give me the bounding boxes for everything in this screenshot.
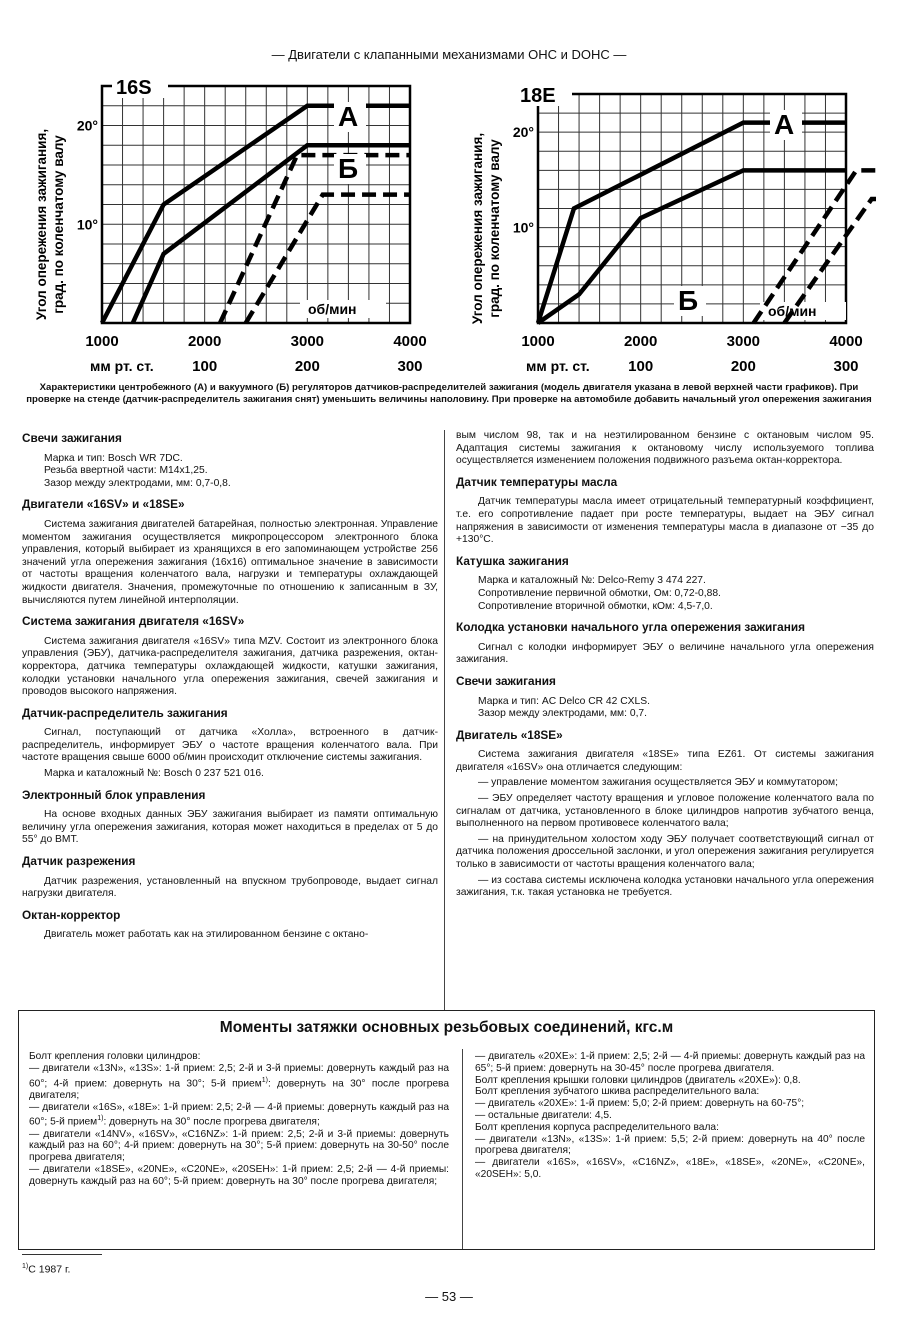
rpm-label: об/мин: [768, 303, 817, 319]
paragraph: Система зажигания двигателя «16SV» типа MZV. Состоит из электронного блока управления (ЭБУ), датчика-распределителя зажигания, датчика разрежения, октан-корректора, датчика температуры охлаждающей жидкости, катушки зажигания, колодки установки начального угла опережения зажигания, свечей зажигания и проводов высокого напряжения.: [22, 635, 438, 698]
heading-oil-temp-sensor: Датчик температуры масла: [456, 474, 618, 489]
footnote: $^{1)}$С 1987 г.: [22, 1263, 71, 1276]
heading-spark-plugs-2: Свечи зажигания: [456, 673, 556, 688]
y-tick-label: 20°: [76, 117, 98, 134]
rpm-label: об/мин: [308, 301, 357, 317]
torque-line: Болт крепления зубчатого шкива распределительного вала:: [475, 1086, 760, 1098]
y-tick-label: 10°: [512, 219, 534, 236]
torque-line: — двигатели «16S», «16SV», «C16NZ», «18E», «18SE», «20NE», «C20NE», «20SEH»: 5,0.: [475, 1157, 865, 1180]
torque-title: Моменты затяжки основных резьбовых соединений, кгс.м: [219, 1019, 674, 1036]
spec-line: Резьба ввертной части: M14x1,25.: [44, 465, 208, 477]
heading-ignition-coil: Катушка зажигания: [456, 553, 569, 568]
torque-line: — двигатели «13N», «13S»: 1-й прием: 2,5; 2-й и 3-й приемы: довернуть каждый раз на 60°; 4-й прием: довернуть на 30°; 5-й прием$^{1)}$: довернуть на 30° после прогрева двигателя;: [29, 1062, 449, 1101]
spec-line: Сопротивление вторичной обмотки, кОм: 4,5-7,0.: [478, 600, 713, 612]
series-line: [133, 145, 410, 323]
heading-vacuum-sensor: Датчик разрежения: [22, 854, 136, 869]
paragraph: Сигнал с колодки информирует ЭБУ о величине начального угла опережения зажигания.: [456, 641, 874, 666]
x-tick-pressure: 300: [397, 358, 423, 375]
pressure-label: мм рт. ст.: [90, 358, 154, 374]
series-letter: А: [338, 101, 359, 132]
paragraph: вым числом 98, так и на неэтилированном бензине с октановым числом 95. Адаптация системы зажигания к октановому числу используемого топлива осуществляется изменением положения подвижного разъема октан-корректора.: [456, 430, 874, 467]
dash-item: — на принудительном холостом ходу ЭБУ получает соответствующий сигнал от датчика положения дроссельной заслонки, и угол опережения зажигания регулируется только в зависимости от частоты вращения коленчатого вала;: [456, 833, 874, 871]
x-tick-rpm: 1000: [521, 333, 555, 350]
x-tick-pressure: 300: [833, 358, 859, 375]
paragraph: Датчик разрежения, установленный на впускном трубопроводе, выдает сигнал нагрузки двигателя.: [22, 875, 438, 900]
spec-line: Зазор между электродами, мм: 0,7.: [478, 708, 648, 720]
x-tick-pressure: 100: [628, 358, 654, 375]
torque-line: Болт крепления головки цилиндров:: [29, 1051, 201, 1062]
dash-item: — управление моментом зажигания осуществляется ЭБУ и коммутатором;: [478, 777, 838, 789]
dash-item: — из состава системы исключена колодка установки начального угла опережения зажигания, т.к. такая установка не требуется.: [456, 874, 874, 899]
series-letter: Б: [678, 285, 699, 316]
torque-line: — двигатель «20XE»: 1-й прием: 5,0; 2-й прием: довернуть на 60-75°;: [475, 1098, 805, 1110]
y-tick-label: 20°: [512, 124, 534, 141]
page-number: — 53 —: [425, 1289, 473, 1304]
right-column: [456, 430, 874, 903]
model-tag: 18E: [520, 85, 556, 107]
figure-caption: Характеристики центробежного (А) и вакуумного (Б) регуляторов датчиков-распределителей зажигания (модель двигателя указана в левой верхней части графиков). При проверке на стенде (датчик-распределитель зажигания снят) уменьшить величины наполовину. При проверке на автомобиле добавить начальный угол опережения зажигания: [26, 382, 872, 405]
chart-18e: [456, 66, 876, 378]
heading-distributor: Датчик-распределитель зажигания: [22, 705, 228, 720]
x-tick-pressure: 200: [294, 358, 320, 375]
series-letter: Б: [338, 153, 359, 184]
series-line: [220, 155, 410, 323]
paragraph: Система зажигания двигателя «18SE» типа EZ61. От системы зажигания двигателя «16SV» она отличается следующим:: [456, 749, 874, 773]
torque-line: — двигатели «18SE», «20NE», «C20NE», «20SEH»: 1-й прием: 2,5; 2-й — 4-й приемы: довернуть каждый раз на 60°; 5-й прием: довернуть на 30° после прогрева двигателя;: [29, 1163, 449, 1187]
y-axis-title: Угол опережения зажигания, град. по коленчатому валу: [470, 132, 502, 325]
paragraph: Марка и каталожный №: Bosch 0 237 521 016.: [44, 768, 264, 780]
y-axis-title: Угол опережения зажигания, град. по коленчатому валу: [34, 128, 66, 321]
x-tick-rpm: 2000: [623, 333, 658, 350]
spec-line: Марка и каталожный №: Delco-Remy 3 474 227.: [478, 575, 706, 587]
paragraph: Датчик температуры масла имеет отрицательный температурный коэффициент, т.е. его сопротивление падает при росте температуры, выдает на ЭБУ сигнал напряжения в зависимости от изменения температуры масла в диапазоне от −35 до +130°C.: [456, 496, 874, 546]
x-tick-rpm: 3000: [290, 333, 325, 350]
paragraph: Сигнал, поступающий от датчика «Холла», встроенного в датчик-распределитель, информирует ЭБУ о частоте вращения коленчатого вала. При частоте вращения свыше 6000 об/мин происходит отключение системы зажигания.: [22, 727, 438, 764]
spec-line: Марка и тип: AC Delco CR 42 CXLS.: [478, 695, 651, 707]
torque-line: — двигатели «13N», «13S»: 1-й прием: 5,5; 2-й прием: довернуть на 40° после прогрева двигателя;: [475, 1133, 865, 1157]
footnote-rule: [22, 1254, 102, 1255]
column-divider: [444, 430, 445, 1010]
spec-line: Марка и тип: Bosch WR 7DC.: [44, 452, 183, 464]
x-tick-pressure: 100: [192, 358, 218, 375]
torque-line: Болт крепления крышки головки цилиндров (двигатель «20XE»): 0,8.: [475, 1074, 801, 1086]
chart-18e-svg: [456, 66, 876, 378]
dash-item: — ЭБУ определяет частоту вращения и угловое положение коленчатого вала по сигналам от датчика, установленного в блоке цилиндров напротив зубчатого венца, выполненного на первом противовесе коленчатого вала;: [456, 793, 874, 830]
heading-engines-16sv-18se: Двигатели «16SV» и «18SE»: [22, 497, 185, 512]
x-tick-rpm: 4000: [393, 333, 427, 350]
torque-line: — двигатели «16S», «18E»: 1-й прием: 2,5; 2-й — 4-й приемы: довернуть каждый раз на 60°; 5-й прием$^{1)}$: довернуть на 30° после прогрева двигателя;: [29, 1101, 449, 1128]
running-header: — Двигатели с клапанными механизмами OHC и DOHC —: [271, 47, 627, 62]
paragraph: Двигатель может работать как на этилированном бензине с октано-: [44, 929, 369, 941]
torque-right: [475, 1051, 865, 1181]
x-tick-rpm: 3000: [726, 333, 761, 350]
heading-octane-corrector: Октан-корректор: [22, 907, 121, 922]
torque-line: — остальные двигатели: 4,5.: [475, 1109, 612, 1121]
spec-line: Сопротивление первичной обмотки, Ом: 0,72-0,88.: [478, 587, 721, 599]
chart-16s-svg: [20, 66, 440, 378]
torque-line: — двигатели «14NV», «16SV», «C16NZ»: 1-й прием: 2,5; 2-й и 3-й приемы: довернуть каждый раз на 60°; 4-й прием: довернуть на 30°; 5-й прием: довернуть на 30-50° после прогрева двигателя;: [29, 1128, 449, 1164]
x-tick-rpm: 1000: [85, 333, 119, 350]
heading-timing-connector: Колодка установки начального угла опережения зажигания: [456, 620, 805, 635]
paragraph: Система зажигания двигателей батарейная, полностью электронная. Управление моментом зажигания осуществляется микропроцессором электронного блока управления, который выбирает из хранящихся в его запоминающем устройстве 256 значений угла опережения зажигания (16x16) оптимальное значение в зависимости от частоты вращения коленчатого вала, нагрузки и температуры охлаждающей жидкости двигателя. Значения, промежуточные по отношению к записанным в ЗУ, вычисляются путем линейной интерполяции.: [22, 518, 438, 606]
heading-ignition-16sv: Система зажигания двигателя «16SV»: [22, 614, 245, 629]
torque-line: Болт крепления корпуса распределительного вала:: [475, 1121, 719, 1133]
x-tick-pressure: 200: [730, 358, 756, 375]
pressure-label: мм рт. ст.: [526, 358, 590, 374]
chart-16s: [20, 66, 440, 378]
torque-box: [18, 1010, 875, 1250]
torque-line: — двигатель «20XE»: 1-й прием: 2,5; 2-й — 4-й приемы: довернуть каждый раз на 65°; 5-й прием: довернуть на 30-45° после прогрева двигателя.: [475, 1051, 865, 1074]
y-tick-label: 10°: [76, 216, 98, 233]
model-tag: 16S: [116, 77, 152, 99]
torque-left: [29, 1051, 449, 1188]
heading-ecu: Электронный блок управления: [22, 787, 206, 802]
x-tick-rpm: 4000: [829, 333, 863, 350]
series-letter: А: [774, 109, 795, 140]
spec-line: Зазор между электродами, мм: 0,7-0,8.: [44, 477, 231, 489]
paragraph: На основе входных данных ЭБУ зажигания выбирает из памяти оптимальную величину угла опережения зажигания, которая может находиться в пределах от 5 до 55° до ВМТ.: [22, 809, 438, 846]
x-tick-rpm: 2000: [187, 333, 222, 350]
left-column: [22, 424, 438, 945]
heading-spark-plugs-1: Свечи зажигания: [22, 431, 122, 445]
heading-engine-18se: Двигатель «18SE»: [456, 727, 563, 742]
torque-divider: [462, 1049, 463, 1249]
